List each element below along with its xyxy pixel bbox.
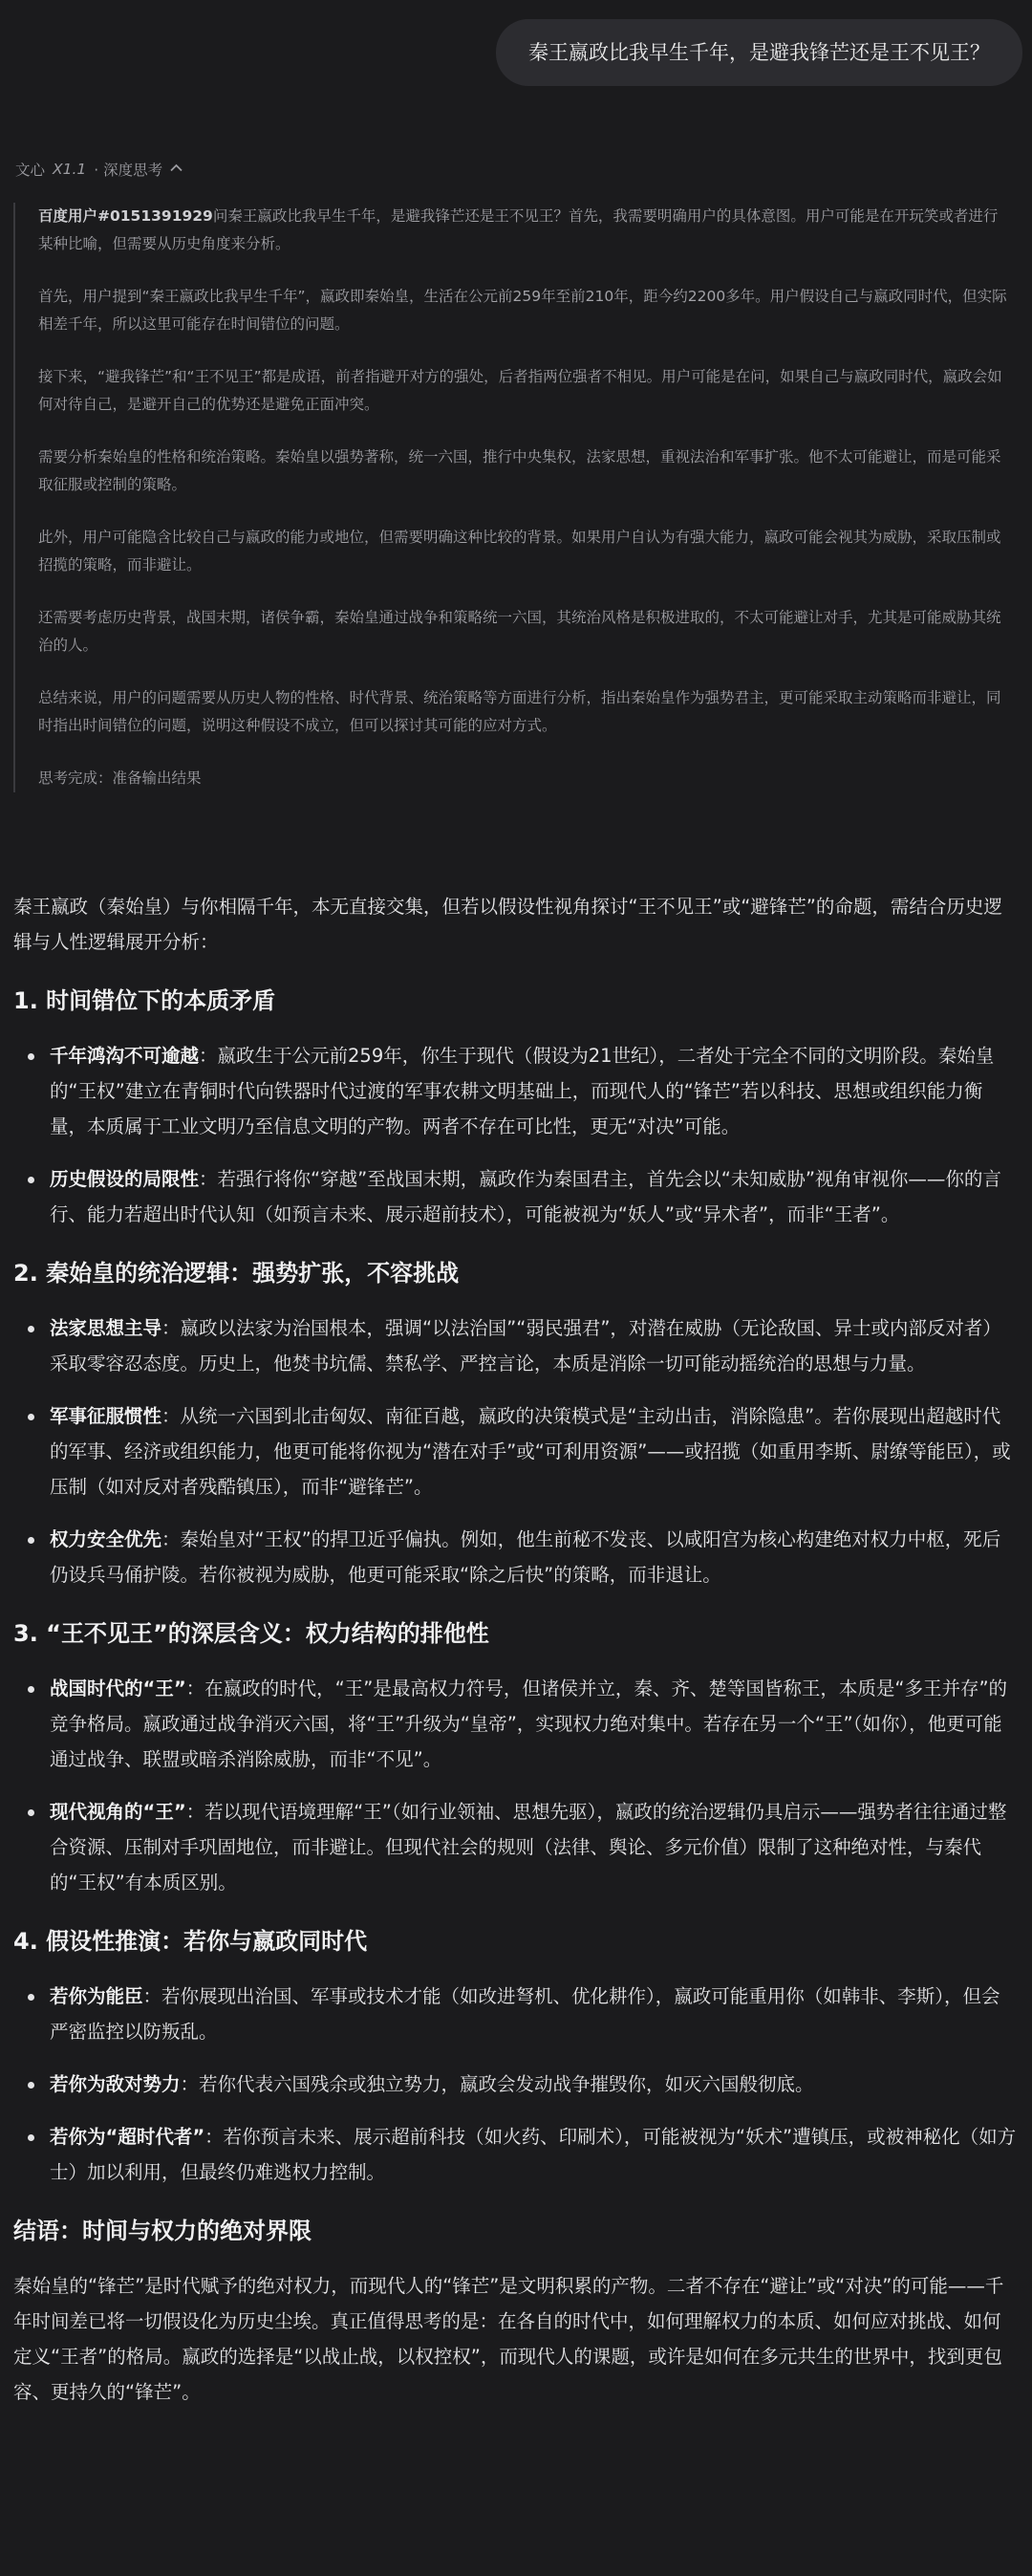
- conclusion-text: 秦始皇的“锋芒”是时代赋予的绝对权力，而现代人的“锋芒”是文明积累的产物。二者不存在“避让”或“对决”的可能——千年时间差已将一切假设化为历史尘埃。真正值得思考的是：在各自的时代中，如何理解权力的本质、如何应对挑战、如何定义“王者”的格局。嬴政的选择是“以战止战，以权控权”，而现代人的课题，或许是如何在多元共生的世界中，找到更包容、更持久的“锋芒”。: [13, 2275, 1004, 2403]
- thinking-paragraph: 需要分析秦始皇的性格和统治策略。秦始皇以强势著称，统一六国，推行中央集权，法家思想，重视法治和军事扩张。他不太可能避让，而是可能采取征服或控制的策略。: [38, 448, 1001, 493]
- thinking-content: [13, 203, 1011, 792]
- thinking-user-name: 百度用户#0151391929: [38, 207, 213, 225]
- user-message-text: 秦王嬴政比我早生千年，是避我锋芒还是王不见王？: [528, 41, 990, 64]
- bullet-item: 千年鸿沟不可逾越：嬴政生于公元前259年，你生于现代（假设为21世纪），二者处于完全不同的文明阶段。秦始皇的“王权”建立在青铜时代向铁器时代过渡的军事农耕文明基础上，而现代人的“锋芒”若以科技、思想或组织能力衡量，本质属于工业文明乃至信息文明的产物。两者不存在可比性，更无“对决”可能。: [13, 1038, 1017, 1144]
- thinking-paragraph: 还需要考虑历史背景，战国末期，诸侯争霸，秦始皇通过战争和策略统一六国，其统治风格是积极进取的，不太可能避让对手，尤其是可能威胁其统治的人。: [38, 609, 1001, 654]
- thinking-paragraph: 百度用户#0151391929问秦王嬴政比我早生千年，是避我锋芒还是王不见王？首先，我需要明确用户的具体意图。用户可能是在开玩笑或者进行某种比喻，但需要从历史角度来分析。: [38, 207, 999, 252]
- conclusion-heading: 结语：时间与权力的绝对界限: [13, 2218, 312, 2244]
- bullet-item: 军事征服惯性：从统一六国到北击匈奴、南征百越，嬴政的决策模式是“主动出击，消除隐患”。若你展现出超越时代的军事、经济或组织能力，他更可能将你视为“潜在对手”或“可利用资源”——或招揽（如重用李斯、尉缭等能臣），或压制（如对反对者残酷镇压），而非“避锋芒”。: [13, 1398, 1017, 1504]
- bullet-item: 战国时代的“王”：在嬴政的时代，“王”是最高权力符号，但诸侯并立，秦、齐、楚等国皆称王，本质是“多王并存”的竞争格局。嬴政通过战争消灭六国，将“王”升级为“皇帝”，实现权力绝对集中。若存在另一个“王”（如你），他更可能通过战争、联盟或暗杀消除威胁，而非“不见”。: [13, 1671, 1017, 1777]
- thinking-paragraph: 首先，用户提到“秦王嬴政比我早生千年”，嬴政即秦始皇，生活在公元前259年至前210年，距今约2200多年。用户假设自己与嬴政同时代，但实际相差千年，所以这里可能存在时间错位的问题。: [38, 288, 1007, 333]
- bullet-list: [13, 1671, 1017, 1900]
- thinking-paragraph: 此外，用户可能隐含比较自己与嬴政的能力或地位，但需要明确这种比较的背景。如果用户自认为有强大能力，嬴政可能会视其为威胁，采取压制或招揽的策略，而非避让。: [38, 529, 1001, 574]
- chevron-up-icon: [170, 162, 183, 175]
- thinking-paragraph: 总结来说，用户的问题需要从历史人物的性格、时代背景、统治策略等方面进行分析，指出秦始皇作为强势君主，更可能采取主动策略而非避让，同时指出时间错位的问题，说明这种假设不成立，但可以探讨其可能的应对方式。: [38, 689, 1001, 734]
- thinking-label-prefix: 文心: [15, 162, 46, 179]
- bullet-list: [13, 1038, 1017, 1232]
- bullet-item: 若你为敌对势力：若你代表六国残余或独立势力，嬴政会发动战争摧毁你，如灭六国般彻底。: [13, 2067, 1017, 2102]
- answer-intro: 秦王嬴政（秦始皇）与你相隔千年，本无直接交集，但若以假设性视角探讨“王不见王”或“避锋芒”的命题，需结合历史逻辑与人性逻辑展开分析：: [13, 896, 1002, 953]
- bullet-item: 若你为能臣：若你展现出治国、军事或技术才能（如改进弩机、优化耕作），嬴政可能重用你（如韩非、李斯），但会严密监控以防叛乱。: [13, 1979, 1017, 2049]
- section-heading: 3. “王不见王”的深层含义：权力结构的排他性: [13, 1620, 489, 1647]
- section-heading: 4. 假设性推演：若你与嬴政同时代: [13, 1928, 368, 1955]
- bullet-item: 权力安全优先：秦始皇对“王权”的捍卫近乎偏执。例如，他生前秘不发丧、以咸阳宫为核心构建绝对权力中枢，死后仍设兵马俑护陵。若你被视为威胁，他更可能采取“除之后快”的策略，而非退让。: [13, 1522, 1017, 1592]
- thinking-label-suffix: · 深度思考: [94, 162, 163, 179]
- thinking-toggle[interactable]: [15, 159, 183, 180]
- bullet-item: 现代视角的“王”：若以现代语境理解“王”（如行业领袖、思想先驱），嬴政的统治逻辑仍具启示——强势者往往通过整合资源、压制对手巩固地位，而非避让。但现代社会的规则（法律、舆论、多元价值）限制了这种绝对性，与秦代的“王权”有本质区别。: [13, 1794, 1017, 1900]
- section-heading: 1. 时间错位下的本质矛盾: [13, 987, 276, 1014]
- user-message-bubble: [496, 19, 1022, 86]
- bullet-item: 若你为“超时代者”：若你预言未来、展示超前科技（如火药、印刷术），可能被视为“妖术”遭镇压，或被神秘化（如方士）加以利用，但最终仍难逃权力控制。: [13, 2119, 1017, 2190]
- thinking-model-name: X1.1: [53, 161, 87, 178]
- thinking-paragraph: 接下来，“避我锋芒”和“王不见王”都是成语，前者指避开对方的强处，后者指两位强者不相见。用户可能是在问，如果自己与嬴政同时代，嬴政会如何对待自己，是避开自己的优势还是避免正面冲突。: [38, 368, 1002, 413]
- bullet-item: 历史假设的局限性：若强行将你“穿越”至战国末期，嬴政作为秦国君主，首先会以“未知威胁”视角审视你——你的言行、能力若超出时代认知（如预言未来、展示超前技术），可能被视为“妖人”或“异术者”，而非“王者”。: [13, 1161, 1017, 1232]
- thinking-done-status: 思考完成：准备输出结果: [38, 769, 202, 787]
- bullet-list: [13, 1979, 1017, 2190]
- section-heading: 2. 秦始皇的统治逻辑：强势扩张，不容挑战: [13, 1260, 460, 1287]
- answer-content: [13, 889, 1017, 2410]
- bullet-item: 法家思想主导：嬴政以法家为治国根本，强调“以法治国”“弱民强君”，对潜在威胁（无论敌国、异士或内部反对者）采取零容忍态度。历史上，他焚书坑儒、禁私学、严控言论，本质是消除一切可能动摇统治的思想与力量。: [13, 1310, 1017, 1381]
- bullet-list: [13, 1310, 1017, 1592]
